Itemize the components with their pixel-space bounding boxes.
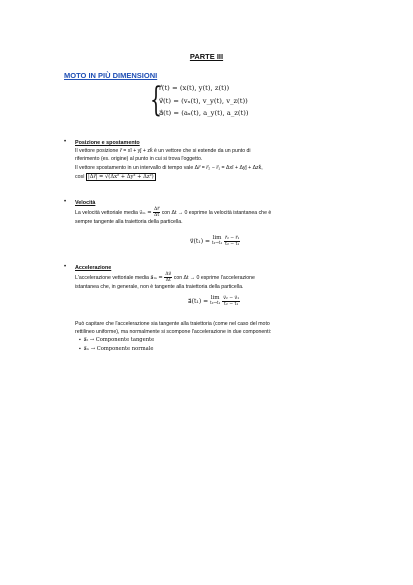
sub-bullet-normal: ▪ — [79, 345, 81, 352]
velocity-line-2: sempre tangente alla traiettoria della particella. — [75, 219, 183, 226]
left-brace: { — [150, 80, 162, 120]
velocity-heading: Velocità — [75, 200, 96, 206]
acceleration-mean-fraction — [164, 272, 172, 283]
position-block — [75, 139, 263, 181]
velocity-limit-subscript: t₂→t₁ — [211, 239, 223, 245]
acceleration-mean-numerator: Δv⃗ — [165, 272, 172, 278]
velocity-mean-denominator: Δt — [154, 213, 160, 219]
position-heading: Posizione e spostamento — [75, 140, 140, 146]
acceleration-line-3: Può capitare che l'accelerazione sia tangente alla traiettoria (come nel caso del moto — [75, 321, 270, 327]
list-item — [79, 336, 271, 344]
acceleration-line-1-text-a: L'accelerazione vettoriale media — [75, 275, 149, 282]
normal-component: a⃗ₙ → Componente normale — [83, 345, 154, 352]
acceleration-heading: Accelerazione — [75, 265, 112, 271]
sub-bullet-tangent: ▪ — [79, 337, 81, 344]
acceleration-line-1-text-b: con Δt → 0 esprime l'accelerazione — [173, 275, 255, 282]
velocity-line-1 — [75, 207, 271, 218]
position-equation: r⃗(t) = (x(t), y(t), z(t)) — [159, 84, 230, 92]
section-heading: MOTO IN PIÙ DIMENSIONI — [64, 71, 158, 80]
position-line-3: Il vettore spostamento in un intervallo di tempo vale Δr⃗ = r⃗₂ − r⃗₁ = Δxî + Δyĵ + Δzk̂, — [75, 164, 263, 171]
position-line-2: riferimento (es. origine) al punto in cui si trova l'oggetto. — [75, 156, 203, 163]
acceleration-block — [75, 264, 255, 291]
acceleration-equation: a⃗(t) = (aₓ(t), a_y(t), a_z(t)) — [159, 109, 249, 117]
velocity-limit-denominator: t₂ − t₁ — [225, 242, 240, 247]
acceleration-limit-subscript: t₂→t₁ — [210, 299, 221, 305]
acceleration-limit-word: lim — [210, 295, 220, 301]
instantaneous-acceleration-formula — [188, 296, 240, 307]
acceleration-limit — [210, 296, 220, 305]
bullet-acceleration: • — [64, 264, 67, 270]
velocity-limit-fraction — [224, 236, 240, 247]
acceleration-mean-symbol: a⃗ₘ = — [150, 275, 163, 282]
velocity-equation: v⃗(t) = (vₓ(t), v_y(t), v_z(t)) — [159, 96, 248, 105]
list-item — [79, 345, 271, 353]
velocity-mean-fraction — [153, 207, 160, 218]
bullet-position: • — [64, 139, 67, 145]
velocity-line-1-text-b: con Δt → 0 esprime la velocità istantanea che è — [161, 210, 272, 217]
velocity-mean-symbol: v⃗ₘ = — [139, 210, 152, 217]
acceleration-line-1 — [75, 272, 255, 283]
acceleration-continuation — [75, 320, 271, 353]
displacement-magnitude-formula: |Δr⃗| = √(Δx² + Δy² + Δz²) — [87, 173, 154, 180]
position-line-4 — [75, 173, 263, 181]
velocity-mean-numerator: Δr⃗ — [154, 207, 160, 213]
velocity-limit-word: lim — [212, 235, 222, 241]
acceleration-limit-numerator: v⃗₂ − v⃗₁ — [223, 296, 240, 301]
instantaneous-acceleration-lhs: a⃗(t₁) = — [188, 298, 209, 305]
acceleration-components-list — [75, 336, 271, 352]
position-line-1: Il vettore posizione r⃗ = xî + yĵ + zk̂ è un vettore che si estende da un punto di — [75, 148, 251, 155]
velocity-limit — [212, 236, 222, 245]
acceleration-limit-denominator: t₂ − t₁ — [224, 302, 239, 307]
page-title: PARTE III — [189, 52, 224, 61]
acceleration-mean-denominator: Δt — [165, 278, 171, 284]
instantaneous-velocity-formula — [190, 236, 240, 247]
instantaneous-velocity-lhs: v⃗(t₁) = — [190, 238, 210, 245]
velocity-limit-numerator: r⃗₂ − r⃗₁ — [225, 236, 240, 241]
position-line-4-prefix: così — [75, 173, 85, 180]
acceleration-limit-fraction — [222, 296, 240, 307]
velocity-block — [75, 199, 271, 226]
tangent-component: a⃗ₜ → Componente tangente — [83, 337, 155, 344]
bullet-velocity: • — [64, 199, 67, 205]
acceleration-line-2: istantanea che, in generale, non è tangente alla traiettoria della particella. — [75, 284, 244, 291]
acceleration-line-4: rettilineo uniforme), ma normalmente si scompone l'accelerazione in due componenti: — [75, 329, 272, 336]
velocity-line-1-text-a: La velocità vettoriale media — [75, 210, 138, 217]
